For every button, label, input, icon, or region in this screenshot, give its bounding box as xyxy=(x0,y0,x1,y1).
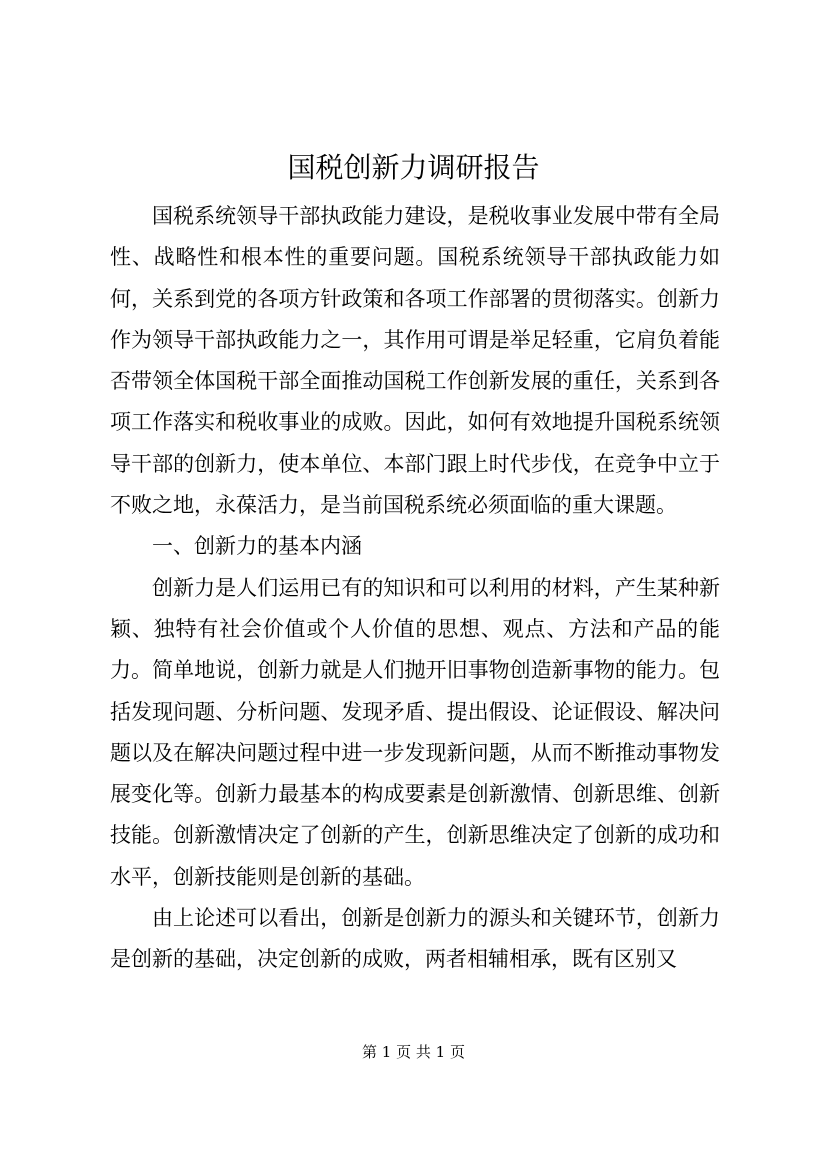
page-title: 国税创新力调研报告 xyxy=(287,151,540,184)
paragraph-conclusion: 由上论述可以看出，创新是创新力的源头和关键环节，创新力是创新的基础，决定创新的成败，两者相辅相承，既有区别又 xyxy=(110,906,720,972)
page-footer: 第 1 页 共 1 页 xyxy=(362,1043,465,1061)
paragraph-intro: 国税系统领导干部执政能力建设，是税收事业发展中带有全局性、战略性和根本性的重要问题。国税系统领导干部执政能力如何，关系到党的各项方针政策和各项工作部署的贯彻落实。创新力作为领导干部执政能力之一，其作用可谓是举足轻重，它肩负着能否带领全体国税干部全面推动国税工作创新发展的重任，关系到各项工作落实和税收事业的成败。因此，如何有效地提升国税系统领导干部的创新力，使本单位、本部门跟上时代步伐，在竞争中立于不败之地，永葆活力，是当前国税系统必须面临的重大课题。 xyxy=(110,204,720,518)
paragraph-definition: 创新力是人们运用已有的知识和可以利用的材料，产生某种新颖、独特有社会价值或个人价值的思想、观点、方法和产品的能力。简单地说，创新力就是人们抛开旧事物创造新事物的能力。包括发现问题、分析问题、发现矛盾、提出假设、论证假设、解决问题以及在解决问题过程中进一步发现新问题，从而不断推动事物发展变化等。创新力最基本的构成要素是创新激情、创新思维、创新技能。创新激情决定了创新的产生，创新思维决定了创新的成功和水平，创新技能则是创新的基础。 xyxy=(110,575,720,889)
section-heading: 一、创新力的基本内涵 xyxy=(152,534,362,559)
document-body xyxy=(110,196,720,981)
